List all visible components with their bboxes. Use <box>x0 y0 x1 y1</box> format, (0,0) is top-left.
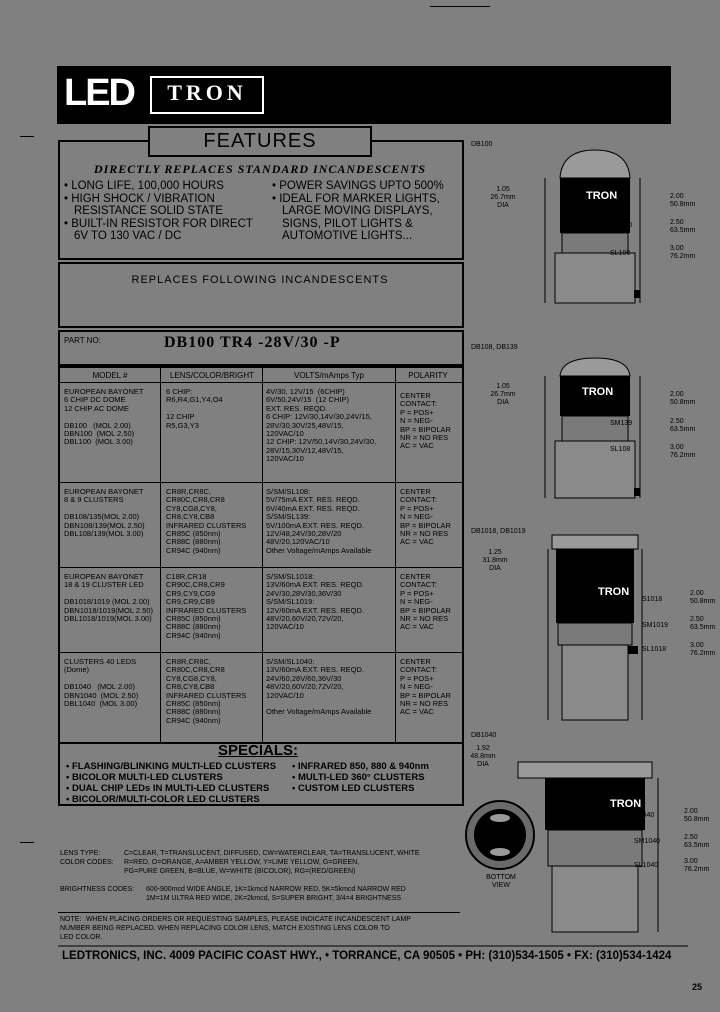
dim-sub: DIA <box>489 565 501 572</box>
dim-s <box>670 391 695 407</box>
replaces-title: REPLACES FOLLOWING INCANDESCENTS <box>131 274 389 286</box>
special-item: • INFRARED 850, 880 & 940nm <box>292 761 429 772</box>
dim-mm: 50.8mm <box>690 598 716 605</box>
footer-contact: LEDTRONICS, INC. 4009 PACIFIC COAST HWY., • TORRANCE, CA 90505 • PH: (310)534-1505 • FX: (310)534-1424 <box>62 950 672 962</box>
dim-mm: 63.5mm <box>670 426 696 433</box>
feature-item: • LONG LIFE, 100,000 HOURS <box>64 180 224 192</box>
view-label: VIEW <box>492 882 510 889</box>
dim-mm: 50.8mm <box>670 201 696 208</box>
dim-sm-label: SM100 <box>610 222 633 229</box>
dim-value: 3.00 <box>684 858 698 865</box>
bottom-view-label <box>484 874 518 890</box>
dim-sl-label: SL1018 <box>642 646 667 653</box>
dim-s <box>690 590 715 606</box>
table-cell-polarity: CENTER CONTACT: P = POS+ N = NEG- BP = BIPOLAR NR = NO RES AC = VAC <box>400 573 451 632</box>
table-header: POLARITY <box>408 371 448 380</box>
diagram-title: DB1040 <box>471 732 497 739</box>
features-title: FEATURES <box>148 126 372 157</box>
dim-diameter <box>468 745 498 769</box>
dim-mm: 31.8mm <box>482 557 508 564</box>
dim-sm <box>670 219 695 235</box>
table-cell-lens: 6 CHIP: R6,R4,G1,Y4,O4 12 CHIP R5,G3,Y3 <box>166 388 223 430</box>
lamp-db1040 <box>518 762 661 932</box>
lamp-text: TRON <box>586 190 618 202</box>
note-text: WHEN PLACING ORDERS OR REQUESTING SAMPLES, PLEASE INDICATE INCANDESCENT LAMP <box>86 916 411 923</box>
brightness-codes-label: BRIGHTNESS CODES: <box>60 886 135 893</box>
dim-mm: 76.2mm <box>684 866 710 873</box>
dim-sm-label: SM1019 <box>642 622 669 629</box>
dim-value: 2.00 <box>670 391 684 398</box>
dim-mm: 63.5mm <box>684 842 710 849</box>
dim-sl <box>684 858 709 874</box>
dim-diameter <box>488 383 518 407</box>
dim-s <box>670 193 695 209</box>
dim-sub: DIA <box>497 202 509 209</box>
lamp-text: TRON <box>610 798 642 810</box>
dim-value: 2.00 <box>690 590 704 597</box>
part-number-example: DB100 TR4 -28V/30 -P <box>164 334 341 351</box>
dim-sl-label: SL108 <box>610 446 631 453</box>
special-item: • CUSTOM LED CLUSTERS <box>292 783 415 794</box>
dim-sl <box>670 444 695 460</box>
diagram-title: DB100 <box>471 141 493 148</box>
feature-item: 6V TO 130 VAC / DC <box>74 230 182 243</box>
table-cell-polarity: CENTER CONTACT: P = POS+ N = NEG- BP = BIPOLAR NR = NO RES AC = VAC <box>400 658 451 717</box>
note-label: NOTE: <box>60 916 82 923</box>
dim-sl <box>670 245 695 261</box>
feature-item: AUTOMOTIVE LIGHTS... <box>282 230 413 243</box>
dim-mm: 50.8mm <box>684 816 710 823</box>
brand-logo: LED <box>64 72 134 114</box>
table-cell-polarity: CENTER CONTACT: P = POS+ N = NEG- BP = BIPOLAR NR = NO RES AC = VAC <box>400 488 451 547</box>
dim-s-label: S100 <box>612 198 629 205</box>
lens-type-label: LENS TYPE: <box>60 850 101 857</box>
feature-item: • BUILT-IN RESISTOR FOR DIRECT <box>64 217 253 230</box>
dim-mm: 63.5mm <box>670 227 696 234</box>
special-item: • BICOLOR MULTI-LED CLUSTERS <box>66 772 223 783</box>
color-codes-label: COLOR CODES: <box>60 859 114 866</box>
dim-sm-label: SM139 <box>610 420 633 427</box>
table-header: LENS/COLOR/BRIGHT <box>169 371 254 380</box>
table-header: MODEL # <box>92 371 128 380</box>
dim-value: 2.50 <box>690 616 704 623</box>
table-cell-model: EUROPEAN BAYONET 6 CHIP DC DOME 12 CHIP AC DOME DB100 (MOL 2.00) DBN100 (MOL 2.50) DBL100 (MOL 3.00) <box>64 388 144 447</box>
dim-mm: 50.8mm <box>670 399 696 406</box>
lamp-text: TRON <box>582 386 614 398</box>
part-number-label: PART NO: <box>64 336 101 345</box>
dim-diameter <box>480 549 510 573</box>
feature-item: LARGE MOVING DISPLAYS, <box>282 205 433 218</box>
dim-sm <box>684 834 709 850</box>
brightness-codes-text-2: 1M=1M ULTRA RED WIDE, 2K=2kmcd, S=SUPER BRIGHT, 3/4=4 BRIGHTNESS <box>146 895 402 902</box>
dim-mm: 76.2mm <box>670 253 696 260</box>
feature-item: RESISTANCE SOLID STATE <box>74 205 223 218</box>
dim-value: 3.00 <box>670 245 684 252</box>
dim-mm: 26.7mm <box>490 391 516 398</box>
page-number: 25 <box>692 982 703 992</box>
table-cell-lens: CR8R,CR8C, CR80C,CR8,CR8 CY8,CG8,CY8, CR8,CY8,CB8 INFRARED CLUSTERS CR85C (850nm) CR88C (880nm) CR94C (940nm) <box>166 488 247 555</box>
dim-sm <box>690 616 715 632</box>
color-codes-text: R=RED, O=ORANGE, A=AMBER YELLOW, Y=LIME YELLOW, G=GREEN, <box>124 859 360 866</box>
dim-sub: DIA <box>497 399 509 406</box>
table-cell-model: EUROPEAN BAYONET 8 & 9 CLUSTERS DB108/135(MOL 2.00) DBN108/139(MOL 2.50) DBL108/139(MOL 3.00) <box>64 488 145 539</box>
special-item: • BICOLOR/MULTI-COLOR LED CLUSTERS <box>66 794 260 805</box>
lamp-db1018 <box>548 535 642 720</box>
table-cell-volts: 4V/30, 12V/15 (6CHIP) 6V/50,24V/15 (12 CHIP) EXT. RES. REQD. 6 CHIP: 12V/30,14V/30,24V/15, 28V/30,30V/25,48V/15, 120VAC/10 12 CHIP: 12V/50,14V/30,24V/30, 28V/15,30V/12,48V/15, 120VAC/10 <box>266 388 377 464</box>
lamp-text: TRON <box>598 586 630 598</box>
color-codes-text-2: PG=PURE GREEN, B=BLUE, W=WHITE (BICOLOR), RG=(RED/GREEN) <box>124 868 356 875</box>
dim-value: 1.92 <box>476 745 490 752</box>
special-item: • MULTI-LED 360° CLUSTERS <box>292 772 425 783</box>
table-header: VOLTS/mAmps Typ <box>294 371 364 380</box>
lamp-db108 <box>545 358 640 498</box>
diagram-title: DB108, DB139 <box>471 344 518 351</box>
feature-item: • IDEAL FOR MARKER LIGHTS, <box>272 192 440 205</box>
dim-mm: 48.8mm <box>470 753 496 760</box>
brightness-codes-text: 600-900mcd WIDE ANGLE, 1K=1kmcd NARROW RED, 5K=5kmcd NARROW RED <box>146 886 406 893</box>
special-item: • DUAL CHIP LEDs IN MULTI-LED CLUSTERS <box>66 783 270 794</box>
dim-value: 1.05 <box>496 383 510 390</box>
table-cell-volts: S/SM/SL1040: 13V/60mA EXT. RES. REQD. 24V/60,28V/60,36V/30 48V/20,60V/20,72V/20, 120VAC/10 Other Voltage/mAmps Available <box>266 658 372 717</box>
dim-mm: 76.2mm <box>690 650 716 657</box>
diagram-title: DB1018, DB1019 <box>471 528 526 535</box>
dim-value: 2.00 <box>684 808 698 815</box>
specials-title: SPECIALS: <box>218 742 299 759</box>
dim-mm: 63.5mm <box>690 624 716 631</box>
dim-value: 1.25 <box>488 549 502 556</box>
dim-sl-label: SL1040 <box>634 862 659 869</box>
dim-sl-label: SL100 <box>610 250 631 257</box>
dim-value: 2.50 <box>670 418 684 425</box>
dim-s-label: S108 <box>612 396 629 403</box>
dim-diameter <box>488 186 518 210</box>
features-headline: DIRECTLY REPLACES STANDARD INCANDESCENTS <box>93 162 427 176</box>
bottom-view <box>466 801 534 869</box>
dim-sm-label: SM1040 <box>634 838 661 845</box>
dim-value: 2.00 <box>670 193 684 200</box>
lens-type-text: C=CLEAR, T=TRANSLUCENT, DIFFUSED, CW=WATERCLEAR, TA=TRANSLUCENT, WHITE <box>124 850 420 857</box>
dim-sm <box>670 418 695 434</box>
feature-item: • HIGH SHOCK / VIBRATION <box>64 192 215 205</box>
brand-logo-sub: TRON <box>150 76 264 114</box>
note-text-3: LED COLOR. <box>60 934 103 941</box>
dim-value: 2.50 <box>670 219 684 226</box>
dim-value: 1.05 <box>496 186 510 193</box>
dim-s <box>684 808 709 824</box>
dim-sub: DIA <box>477 761 489 768</box>
note-text-2: NUMBER BEING REPLACED. WHEN REPLACING COLOR LENS, MATCH EXISTING LENS COLOR TO <box>60 925 390 932</box>
feature-item: SIGNS, PILOT LIGHTS & <box>282 217 413 230</box>
feature-item: • POWER SAVINGS UPTO 500% <box>272 180 444 192</box>
dim-value: 3.00 <box>690 642 704 649</box>
table-cell-model: EUROPEAN BAYONET 18 & 19 CLUSTER LED DB1018/1019 (MOL 2.00) DBN1018/1019(MOL 2.50) DBL1018/1019(MOL 3.00) <box>64 573 153 624</box>
table-cell-model: CLUSTERS 40 LEDS (Dome) DB1040 (MOL 2.00) DBN1040 (MOL 2.50) DBL1040 (MOL 3.00) <box>64 658 139 709</box>
dim-sl <box>690 642 715 658</box>
table-cell-lens: C18R,CR18 CR90C,CR8,CR9 CR9,CY9,CG9 CR9,CR9,CB9 INFRARED CLUSTERS CR85C (850nm) CR88C (880nm) CR94C (940nm) <box>166 573 247 640</box>
dim-mm: 76.2mm <box>670 452 696 459</box>
dim-s-label: S1018 <box>642 596 663 603</box>
table-cell-polarity: CENTER CONTACT: P = POS+ N = NEG- BP = BIPOLAR NR = NO RES AC = VAC <box>400 392 451 451</box>
dim-value: 3.00 <box>670 444 684 451</box>
special-item: • FLASHING/BLINKING MULTI-LED CLUSTERS <box>66 761 277 772</box>
table-cell-volts: S/SM/SL1018: 13V/60mA EXT. RES. REQD. 24V/30,28V/30,36V/30 S/SM/SL1019: 12V/60mA EXT. RES. REQD. 48V/20,60V/20,72V/20, 120VAC/10 <box>266 573 364 632</box>
dim-mm: 26.7mm <box>490 194 516 201</box>
table-cell-volts: S/SM/SL108: 5V/75mA EXT. RES. REQD. 6V/40mA EXT. RES. REQD. S/SM/SL139: 5V/100mA EXT. RES. REQD. 12V/48,24V/30,28V/20 48V/20,120VAC/10 Other Voltage/mAmps Available <box>266 488 372 555</box>
dim-s-label: S1040 <box>634 812 655 819</box>
dim-value: 2.50 <box>684 834 698 841</box>
table-cell-lens: CR8R,CR8C, CR80C,CR8,CR8 CY8,CG8,CY8, CR8,CY8,CB8 INFRARED CLUSTERS CR85C (850nm) CR88C (880nm) CR94C (940nm) <box>166 658 247 725</box>
bottom-label: BOTTOM <box>486 874 516 881</box>
